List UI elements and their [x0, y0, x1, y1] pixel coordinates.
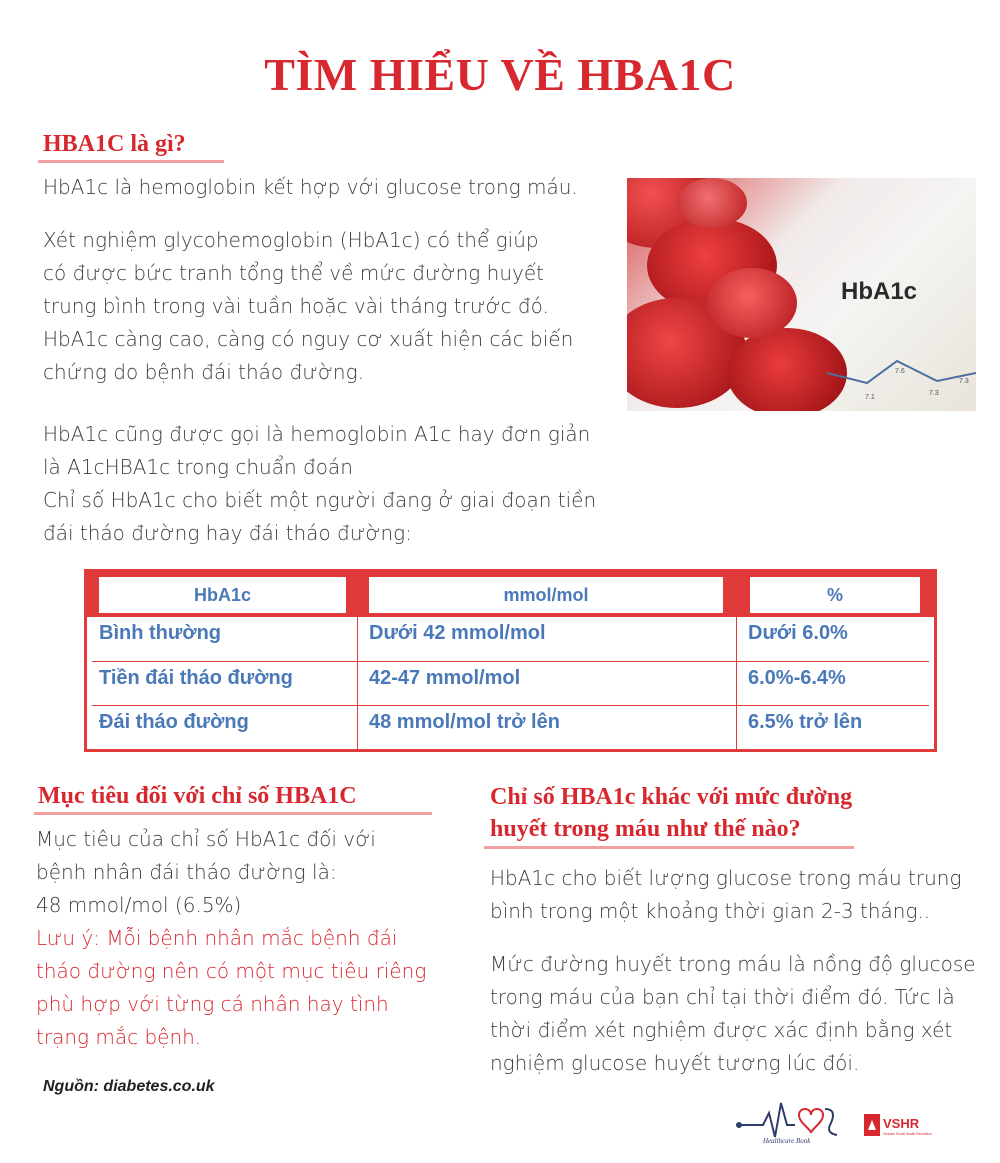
- table-cell: Đái tháo đường: [99, 711, 249, 733]
- text-line: Mức đường huyết trong máu là nồng độ glucose: [490, 952, 976, 976]
- table-row-divider: [92, 661, 929, 662]
- table-cell: 42-47 mmol/mol: [369, 667, 521, 689]
- table-cell: 48 mmol/mol trở lên: [369, 711, 560, 733]
- table-header-percent: %: [750, 577, 920, 613]
- healthcare-book-logo: [733, 1095, 853, 1145]
- table-cell: 6.0%-6.4%: [748, 667, 846, 689]
- section2-underline: [34, 812, 432, 815]
- text-line: HbA1c cũng được gọi là hemoglobin A1c hay đơn giản: [43, 422, 591, 446]
- page-title: TÌM HIỂU VỀ HBA1C: [264, 49, 736, 100]
- heading-line: huyết trong máu như thế nào?: [490, 816, 801, 842]
- hero-chart-value: 7.6: [895, 368, 905, 375]
- text-line: HbA1c cho biết lượng glucose trong máu trung: [490, 866, 962, 890]
- vshr-logo-subtext: Vietnam Social Health Revolution: [883, 1132, 932, 1136]
- text-line: bình trong một khoảng thời gian 2-3 tháng..: [490, 899, 931, 923]
- section3-heading: [490, 781, 852, 845]
- text-line: trong máu của bạn chỉ tại thời điểm đó. Tức là: [490, 985, 955, 1009]
- section1-underline: [38, 160, 224, 163]
- heading-line: Chỉ số HBA1c khác với mức đường: [490, 784, 853, 810]
- table-cell: Dưới 6.0%: [748, 622, 848, 644]
- hba1c-table: [84, 569, 937, 752]
- note-line: Lưu ý: Mỗi bệnh nhân mắc bệnh đái: [36, 926, 398, 950]
- table-cell: Dưới 42 mmol/mol: [369, 622, 546, 644]
- note-line: trạng mắc bệnh.: [36, 1025, 202, 1049]
- table-header-mmol: mmol/mol: [369, 577, 723, 613]
- table-cell: Tiền đái tháo đường: [99, 667, 293, 689]
- table-col-divider: [736, 617, 737, 749]
- table-cell: 6.5% trở lên: [748, 711, 863, 733]
- hero-chart-value: 7.3: [959, 378, 969, 385]
- section1-paragraph2: [43, 224, 623, 389]
- text-line: Xét nghiệm glycohemoglobin (HbA1c) có thể giúp: [43, 228, 539, 252]
- text-line: trung bình trong vài tuần hoặc vài tháng trước đó.: [43, 294, 549, 318]
- hero-chart-value: 7.3: [929, 390, 939, 397]
- note-line: phù hợp với từng cá nhân hay tình: [36, 992, 389, 1016]
- vshr-logo-text: VSHR: [883, 1116, 920, 1131]
- hba1c-hero-image: [627, 178, 976, 411]
- table-header-hba1c: HbA1c: [99, 577, 346, 613]
- text-line: nghiệm glucose huyết tương lúc đói.: [490, 1051, 860, 1075]
- section1-paragraph3: [43, 418, 623, 550]
- note-line: tháo đường nên có một mục tiêu riêng: [36, 959, 427, 983]
- table-col-divider: [357, 617, 358, 749]
- text-line: thời điểm xét nghiệm được xác định bằng xét: [490, 1018, 953, 1042]
- text-line: có được bức tranh tổng thể về mức đường huyết: [43, 261, 544, 285]
- table-row-divider: [92, 705, 929, 706]
- section2-heading: Mục tiêu đối với chỉ số HBA1C: [38, 783, 357, 809]
- blood-cell-graphic: [707, 268, 797, 338]
- blood-cell-graphic: [677, 178, 747, 228]
- hero-label: HbA1c: [841, 278, 918, 305]
- text-line: bệnh nhân đái tháo đường là:: [36, 860, 337, 884]
- source-credit: Nguồn: diabetes.co.uk: [43, 1078, 215, 1095]
- section3-underline: [484, 846, 854, 849]
- text-line: HbA1c càng cao, càng có nguy cơ xuất hiện các biến: [43, 327, 574, 351]
- healthcare-logo-text: Healthcare Book: [763, 1137, 811, 1145]
- vshr-logo: [864, 1114, 940, 1140]
- section1-intro: [43, 171, 623, 204]
- section1-heading: HBA1C là gì?: [43, 131, 186, 157]
- hero-line-chart: [827, 343, 976, 403]
- section2-body: [36, 823, 456, 1054]
- text-line: Chỉ số HbA1c cho biết một người đang ở giai đoạn tiền: [43, 488, 597, 512]
- section3-paragraph1: [490, 862, 990, 928]
- text-line: chứng do bệnh đái tháo đường.: [43, 360, 364, 384]
- text-line: đái tháo đường hay đái tháo đường:: [43, 521, 412, 545]
- text-line: Mục tiêu của chỉ số HbA1c đối với: [36, 827, 376, 851]
- text-line: là A1cHBA1c trong chuẩn đoán: [43, 455, 353, 479]
- hero-chart-value: 7.1: [865, 394, 875, 401]
- section1-p1: HbA1c là hemoglobin kết hợp với glucose trong máu.: [43, 175, 578, 199]
- text-line: 48 mmol/mol (6.5%): [36, 893, 242, 917]
- section3-paragraph2: [490, 948, 990, 1080]
- table-cell: Bình thường: [99, 622, 222, 644]
